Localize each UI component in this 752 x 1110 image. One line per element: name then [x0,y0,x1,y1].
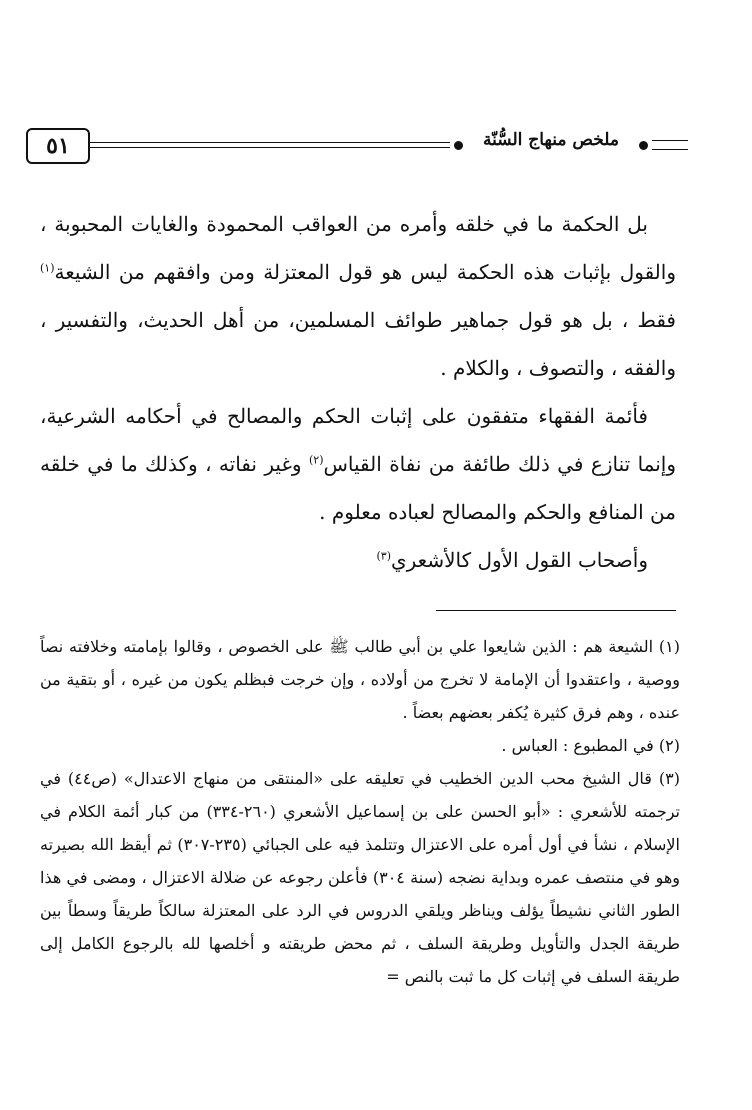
paragraph-2 [40,392,676,536]
footnote-number: (٢) [658,736,680,755]
paragraph-text: وغير نفاته ، وكذلك ما في خلقه من المنافع والحكم والمصالح لعباده معلوم . [40,452,676,524]
paragraph-text: بل الحكمة ما في خلقه وأمره من العواقب المحمودة والغايات المحبوبة ، والقول بإثبات هذه الحكمة ليس هو قول المعتزلة ومن وافقهم من الشيعة [40,212,676,284]
main-text [40,200,676,584]
header-rule-left [90,142,450,148]
paragraph-text: فقط ، بل هو قول جماهير طوائف المسلمين، من أهل الحديث، والتفسير ، والفقه ، والتصوف ، والكلام . [40,308,676,380]
footnote-1 [40,630,680,729]
footnote-3 [40,762,680,993]
footnote-ref: (٣) [376,549,391,563]
header-dot-right-icon [639,141,648,150]
page-number: ٥١ [26,128,90,164]
paragraph-1 [40,200,676,392]
footnote-text: في المطبوع : العباس . [501,736,654,755]
continuation-mark: = [386,967,400,986]
header-rule-right [652,140,688,150]
footnote-separator [436,610,676,611]
footnote-text: الشيعة هم : الذين شايعوا علي بن أبي طالب ﷺ على الخصوص ، وقالوا بإمامته وخلافته نصاً ووصية ، واعتقدوا أن الإمامة لا تخرج من أولاده ، وإن خرجت فبظلم يكون من غيره ، أو بتقية من عنده ، وهم فرق كثيرة يُكفر بعضهم بعضاً . [40,637,680,722]
header-dot-left-icon [454,141,463,150]
footnote-text: قال الشيخ محب الدين الخطيب في تعليقه على «المنتقى من منهاج الاعتدال» (ص٤٤) في ترجمته للأشعري : «أبو الحسن على بن إسماعيل الأشعري (٢٦٠-٣٣٤) من كبار أئمة الكلام في الإسلام ، نشأ في أول أمره على الاعتزال وتتلمذ فيه على الجبائي (٢٣٥-٣٠٧) ثم أيقظ الله بصيرته وهو في منتصف عمره وبداية نضجه (سنة ٣٠٤) فأعلن رجوعه عن ضلالة الاعتزال ، ومضى في هذا الطور الثاني نشيطاً يؤلف ويناظر ويلقي الدروس في الرد على المعتزلة سالكاً طريقاً وسطاً بين طريقة الجدل والتأويل وطريقة السلف ، ثم محض طريقته و أخلصها لله بالرجوع الكامل إلى طريقة السلف في إثبات كل ما ثبت بالنص [40,769,681,986]
footnote-number: (٣) [658,769,681,788]
footnote-number: (١) [658,637,681,656]
paragraph-text: فأئمة الفقهاء متفقون على إثبات الحكم والمصالح في أحكامه الشرعية، وإنما تنازع في ذلك طائفة من نفاة القياس [40,404,677,476]
paragraph-3 [40,536,676,584]
page-header [26,128,686,168]
running-title: ملخص منهاج السُّنّة [483,130,619,150]
footnote-ref: (٢) [308,453,324,467]
footnote-2 [40,729,680,762]
footnote-ref: (١) [40,261,55,275]
footnotes [40,630,680,993]
paragraph-text: وأصحاب القول الأول كالأشعري [390,548,648,572]
